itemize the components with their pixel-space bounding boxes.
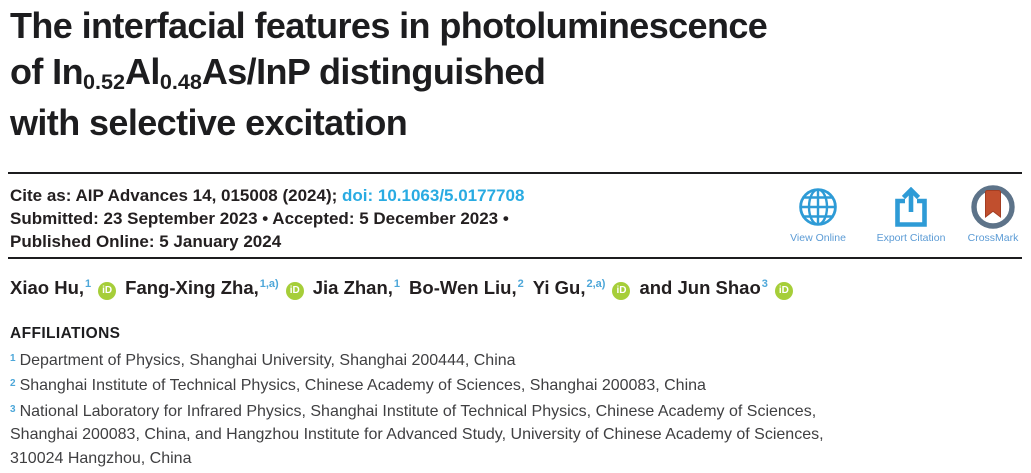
doi-link[interactable]: doi: 10.1063/5.0177708 — [342, 186, 525, 205]
author-name: Jia Zhan,$^1$ — [312, 277, 401, 298]
author-affiliation-superscript: 1 — [85, 278, 92, 290]
author-affiliation-superscript: 2,a) — [586, 278, 606, 290]
affiliations-heading: AFFILIATIONS — [10, 325, 121, 342]
view-online-label[interactable]: View Online — [790, 232, 846, 244]
affiliation-item: $^1$ Department of Physics, Shanghai University, Shanghai 200444, China — [10, 352, 516, 369]
cite-as-line — [10, 184, 524, 207]
author-affiliation-superscript: 2 — [517, 278, 524, 290]
crossmark-icon[interactable] — [971, 184, 1015, 230]
authors-line — [10, 277, 802, 300]
divider-bottom — [8, 257, 1022, 259]
author-affiliation-superscript: 1,a) — [259, 278, 279, 290]
affiliation-item: $^3$ National Laboratory for Infrared Physics, Shanghai Institute of Technical Physics, Chinese Academy of Sciences, Shanghai 200083, China, and Hangzhou Institute for Advanced Study, University of Chinese Academy of Sciences, 310024 Hangzhou, China — [10, 402, 824, 467]
export-citation-label[interactable]: Export Citation — [876, 232, 946, 244]
affiliation-item: $^2$ Shanghai Institute of Technical Physics, Chinese Academy of Sciences, Shanghai 200083, China — [10, 377, 706, 395]
author-name: Xiao Hu,$^1$iD — [10, 277, 116, 298]
dates-line-1: Submitted: 23 September 2023 • Accepted: 5 December 2023 • — [10, 209, 509, 228]
cite-as-text: Cite as: AIP Advances 14, 015008 (2024); — [10, 186, 342, 205]
divider-top — [8, 172, 1022, 174]
dates-line-2: Published Online: 5 January 2024 — [10, 232, 282, 251]
title-line: with selective excitation — [10, 102, 408, 143]
author-name: Bo-Wen Liu,$^2$ — [409, 277, 524, 298]
author-name: Fang-Xing Zha,$^{1,a)}$iD — [125, 277, 304, 298]
orcid-icon[interactable]: iD — [98, 282, 116, 300]
author-affiliation-superscript: 3 — [761, 278, 768, 290]
crossmark-button[interactable] — [960, 184, 1026, 244]
orcid-icon[interactable]: iD — [775, 282, 793, 300]
paper-title — [10, 3, 767, 146]
orcid-icon[interactable]: iD — [286, 282, 304, 300]
author-affiliation-superscript: 1 — [393, 278, 401, 290]
export-icon[interactable] — [893, 184, 929, 230]
view-online-button[interactable] — [786, 184, 850, 244]
author-name: and Jun Shao$^3$iD — [639, 277, 792, 298]
author-name: Yi Gu,$^{2,a)}$iD — [533, 277, 631, 298]
title-line: of In0.52Al0.48As/InP distinguished — [10, 51, 546, 94]
affiliation-number: 3 — [10, 403, 16, 415]
affiliation-number: 1 — [10, 353, 16, 364]
crossmark-label[interactable]: CrossMark — [967, 232, 1019, 244]
globe-icon[interactable] — [797, 184, 839, 230]
title-line: The interfacial features in photoluminescence — [10, 5, 768, 46]
citation-block — [10, 184, 524, 253]
orcid-icon[interactable]: iD — [612, 282, 630, 300]
affiliation-number: 2 — [10, 378, 16, 390]
export-citation-button[interactable] — [872, 184, 950, 244]
affiliation-list — [10, 347, 1010, 470]
